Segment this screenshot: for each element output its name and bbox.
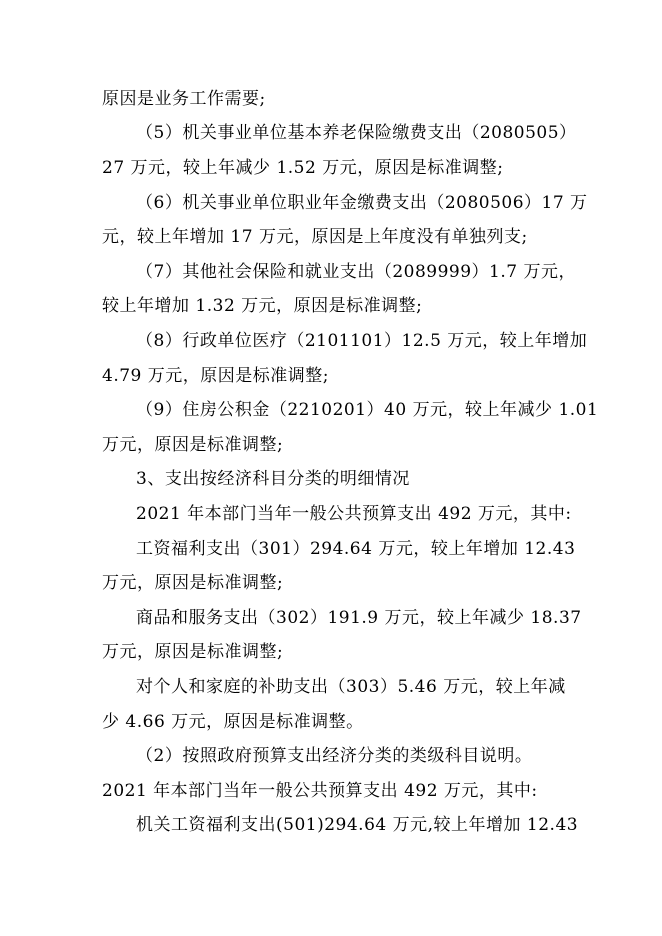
text-line: 较上年增加 1.32 万元，原因是标准调整; [102, 296, 423, 316]
text-line: 27 万元，较上年减少 1.52 万元，原因是标准调整; [102, 158, 504, 178]
text-line: （5）机关事业单位基本养老保险缴费支出（2080505） [136, 123, 577, 143]
text-line: （8）行政单位医疗（2101101）12.5 万元，较上年增加 [136, 331, 588, 351]
text-line: 少 4.66 万元，原因是标准调整。 [102, 712, 364, 732]
text-line: （2）按照政府预算支出经济分类的类级科目说明。 [136, 746, 533, 766]
text-line: 万元，原因是标准调整; [102, 642, 284, 662]
section-heading: 3、支出按经济科目分类的明细情况 [136, 469, 410, 489]
text-line: （6）机关事业单位职业年金缴费支出（2080506）17 万 [136, 193, 588, 213]
text-line: 工资福利支出（301）294.64 万元，较上年增加 12.43 [136, 539, 576, 559]
text-line: 商品和服务支出（302）191.9 万元，较上年减少 18.37 [136, 608, 582, 628]
text-line: 万元，原因是标准调整; [102, 573, 284, 593]
text-line: 万元，原因是标准调整; [102, 435, 284, 455]
text-line: 4.79 万元，原因是标准调整; [102, 366, 329, 386]
text-line: 2021 年本部门当年一般公共预算支出 492 万元，其中: [136, 504, 572, 524]
text-line: 元，较上年增加 17 万元，原因是上年度没有单独列支; [102, 227, 528, 247]
text-line: 2021 年本部门当年一般公共预算支出 492 万元，其中: [102, 781, 538, 801]
text-line: （9）住房公积金（2210201）40 万元，较上年减少 1.01 [136, 400, 599, 420]
text-line: 原因是业务工作需要; [102, 89, 266, 109]
text-line: 对个人和家庭的补助支出（303）5.46 万元，较上年减 [136, 677, 566, 697]
text-line: （7）其他社会保险和就业支出（2089999）1.7 万元， [136, 262, 576, 282]
text-line: 机关工资福利支出(501)294.64 万元,较上年增加 12.43 [136, 815, 579, 835]
